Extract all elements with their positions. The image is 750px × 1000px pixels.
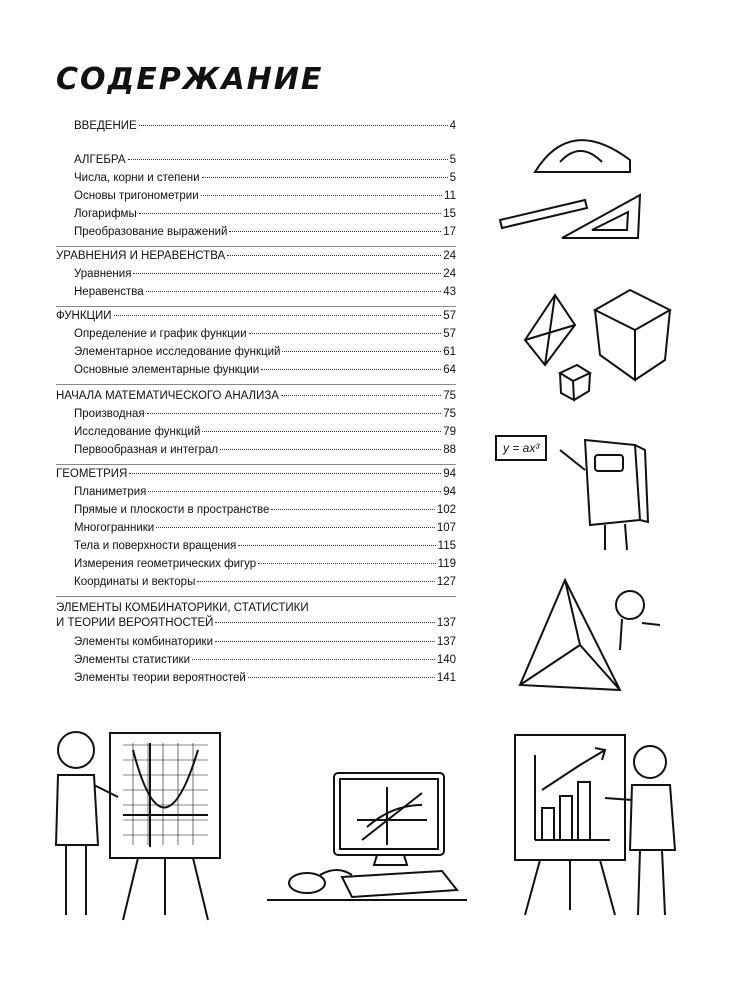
book-legs-icon — [605, 524, 627, 550]
section-divider — [56, 464, 456, 465]
toc-leader-dots — [147, 413, 442, 414]
chart-bar-icon — [560, 796, 572, 840]
toc-leader-dots — [238, 545, 435, 546]
teacher-legs-icon — [638, 850, 665, 915]
toc-entry-label: Прямые и плоскости в пространстве — [74, 504, 270, 516]
toc-entry-label: Основные элементарные функции — [74, 364, 260, 376]
toc-entry-page: 4 — [449, 120, 456, 132]
monitor-stand-icon — [374, 855, 407, 865]
toc-entry[interactable] — [56, 540, 456, 556]
toc-entry-label: Элементарное исследование функций — [74, 346, 281, 358]
easel-legs-icon — [525, 860, 615, 915]
ruler-icon — [500, 200, 587, 228]
toc-leader-dots — [227, 255, 441, 256]
toc-leader-dots — [114, 315, 442, 316]
protractor-and-rulers-illustration — [490, 120, 650, 240]
toc-entry-label: Измерения геометрических фигур — [74, 558, 257, 570]
teacher-head-icon — [58, 732, 94, 768]
toc-entry-page: 43 — [443, 286, 456, 298]
teacher-arm-icon — [94, 785, 118, 797]
toc-entry-page: 137 — [436, 617, 456, 629]
tetrahedron-character-illustration — [510, 575, 670, 695]
easel-board-icon — [110, 733, 220, 858]
mouse-cable-icon — [320, 870, 352, 875]
toc-leader-dots — [248, 677, 435, 678]
toc-entry-label: Основы тригонометрии — [74, 190, 199, 202]
toc-entry-label: Планиметрия — [74, 486, 147, 498]
toc-entry-page: 5 — [449, 154, 456, 166]
toc-entry-page: 94 — [443, 468, 456, 480]
toc-entry-label: Координаты и векторы — [74, 576, 196, 588]
monitor-icon — [334, 773, 444, 855]
toc-entry[interactable] — [56, 444, 456, 460]
small-cube-icon — [560, 365, 590, 400]
section-divider — [56, 384, 456, 385]
toc-entry-label: Определение и график функции — [74, 328, 247, 340]
toc-entry-page: 88 — [443, 444, 456, 456]
toc-entry[interactable] — [56, 654, 456, 670]
toc-leader-dots — [202, 177, 448, 178]
chart-bar-icon — [578, 782, 590, 840]
toc-leader-dots — [192, 659, 435, 660]
toc-entry-label: Уравнения — [74, 268, 132, 280]
toc-entry-page: 11 — [444, 190, 456, 202]
character-body-icon — [620, 619, 660, 650]
section-divider — [56, 306, 456, 307]
toc-leader-dots — [220, 449, 441, 450]
parabola-icon — [133, 750, 198, 808]
toc-entry-label: Элементы комбинаторики — [74, 636, 214, 648]
toc-entry[interactable] — [56, 364, 456, 380]
teacher-woman-with-graph-illustration — [38, 715, 238, 925]
toc-leader-dots — [271, 509, 434, 510]
toc-entry-page: 57 — [443, 328, 456, 340]
toc-entry-page: 5 — [449, 172, 456, 184]
toc-entry-page: 79 — [443, 426, 456, 438]
toc-entry-label: Тела и поверхности вращения — [74, 540, 237, 552]
keyboard-icon — [342, 871, 457, 897]
toc-leader-dots — [215, 641, 435, 642]
toc-entry-label: Первообразная и интеграл — [74, 444, 219, 456]
toc-leader-dots — [148, 491, 441, 492]
teacher-head-icon — [634, 746, 666, 778]
teacher-arm-icon — [605, 798, 632, 800]
easel-legs-icon — [123, 858, 208, 920]
toc-entry[interactable] — [56, 172, 456, 188]
toc-entry-page: 75 — [443, 390, 456, 402]
toc-entry[interactable] — [56, 328, 456, 344]
toc-entry-label: Исследование функций — [74, 426, 201, 438]
toc-entry-label: НАЧАЛА МАТЕМАТИЧЕСКОГО АНАЛИЗА — [56, 390, 279, 402]
toc-entry-page: 119 — [437, 558, 456, 570]
toc-entry-label: Неравенства — [74, 286, 144, 298]
toc-entry-page: 15 — [443, 208, 456, 220]
toc-leader-dots — [156, 527, 435, 528]
toc-entry[interactable] — [56, 522, 456, 538]
page-title: СОДЕРЖАНИЕ — [56, 62, 324, 97]
toc-entry-page: 137 — [436, 636, 456, 648]
toc-entry-page: 57 — [443, 310, 456, 322]
teacher-man-with-chart-illustration — [510, 730, 710, 920]
toc-entry[interactable] — [56, 672, 456, 688]
cube-icon — [595, 290, 670, 380]
toc-entry-label: Элементы статистики — [74, 654, 190, 666]
toc-entry-page: 64 — [443, 364, 456, 376]
formula-card: y = ax³ — [495, 435, 547, 461]
toc-entry[interactable] — [56, 576, 456, 592]
toc-leader-dots — [281, 395, 441, 396]
toc-entry-page: 107 — [436, 522, 456, 534]
protractor-icon — [535, 140, 630, 172]
book-face-icon — [595, 455, 623, 471]
book-icon — [585, 440, 640, 525]
toc-entry[interactable] — [56, 426, 456, 442]
toc-entry-label: Элементы теории вероятностей — [74, 672, 246, 684]
teacher-body-icon — [56, 775, 98, 845]
toc-entry-page: 102 — [436, 504, 456, 516]
toc-entry-page: 141 — [436, 672, 456, 684]
growth-arrow-icon — [542, 748, 605, 790]
toc-entry-label: ФУНКЦИИ — [56, 310, 112, 322]
toc-entry[interactable] — [56, 190, 456, 206]
toc-entry[interactable] — [56, 226, 456, 242]
toc-leader-dots — [229, 231, 441, 232]
toc-entry-combinatorics-cont[interactable] — [56, 617, 456, 633]
toc-leader-dots — [128, 159, 448, 160]
toc-leader-dots — [282, 351, 441, 352]
toc-entry-page: 17 — [443, 226, 456, 238]
screen-icon — [340, 779, 438, 849]
tetrahedron-icon — [520, 580, 620, 690]
toc-entry-label: И ТЕОРИИ ВЕРОЯТНОСТЕЙ — [56, 617, 214, 629]
toc-entry-equations[interactable] — [56, 250, 456, 266]
section-divider — [56, 246, 456, 247]
toc-entry[interactable] — [56, 636, 456, 652]
toc-entry-combinatorics[interactable] — [56, 602, 456, 618]
set-square-hole-icon — [592, 212, 628, 230]
toc-entry-functions[interactable] — [56, 310, 456, 326]
toc-leader-dots — [202, 431, 441, 432]
toc-leader-dots — [139, 125, 448, 126]
toc-entry-page: 127 — [436, 576, 456, 588]
toc-entry-algebra[interactable] — [56, 154, 456, 170]
toc-entry-intro[interactable] — [56, 120, 456, 136]
toc-entry-geometry[interactable] — [56, 468, 456, 484]
toc-entry[interactable] — [56, 286, 456, 302]
toc-entry-label: АЛГЕБРА — [74, 154, 126, 166]
chart-bar-icon — [542, 808, 554, 840]
toc-entry[interactable] — [56, 408, 456, 424]
toc-entry-page: 61 — [443, 346, 456, 358]
toc-entry[interactable] — [56, 208, 456, 224]
screen-graph-icon — [357, 787, 427, 845]
toc-entry-label: ГЕОМЕТРИЯ — [56, 468, 128, 480]
toc-leader-dots — [258, 563, 435, 564]
toc-entry[interactable] — [56, 504, 456, 520]
toc-leader-dots — [133, 273, 441, 274]
toc-leader-dots — [215, 622, 434, 623]
section-divider — [56, 596, 456, 597]
toc-entry-label: УРАВНЕНИЯ И НЕРАВЕНСТВА — [56, 250, 226, 262]
mouse-icon — [289, 873, 325, 893]
toc-entry-label: Производная — [74, 408, 145, 420]
toc-leader-dots — [249, 333, 442, 334]
toc-entry[interactable] — [56, 486, 456, 502]
toc-leader-dots — [261, 369, 441, 370]
polyhedra-illustration — [505, 285, 680, 410]
toc-entry-label: ЭЛЕМЕНТЫ КОМБИНАТОРИКИ, СТАТИСТИКИ — [56, 602, 309, 614]
toc-entry-label: Многогранники — [74, 522, 155, 534]
book-arm-icon — [560, 450, 585, 470]
toc-leader-dots — [197, 581, 434, 582]
protractor-arc-icon — [560, 151, 602, 162]
toc-entry-calculus[interactable] — [56, 390, 456, 406]
toc-entry-page: 115 — [437, 540, 456, 552]
toc-entry-page: 94 — [443, 486, 456, 498]
book-character-illustration — [545, 430, 675, 560]
toc-leader-dots — [129, 473, 441, 474]
toc-entry[interactable] — [56, 268, 456, 284]
toc-entry[interactable] — [56, 346, 456, 362]
toc-entry-page: 24 — [443, 250, 456, 262]
teacher-legs-icon — [66, 845, 86, 915]
toc-entry-page: 75 — [443, 408, 456, 420]
computer-illustration — [262, 765, 472, 910]
toc-entry-page: 140 — [436, 654, 456, 666]
toc-entry-label: ВВЕДЕНИЕ — [74, 120, 137, 132]
character-head-icon — [616, 591, 644, 619]
toc-entry-label: Логарифмы — [74, 208, 137, 220]
toc-entry-label: Числа, корни и степени — [74, 172, 200, 184]
toc-entry-page: 24 — [443, 268, 456, 280]
pyramid-icon — [525, 295, 575, 365]
toc-entry-label: Преобразование выражений — [74, 226, 228, 238]
toc-leader-dots — [201, 195, 442, 196]
toc-leader-dots — [139, 213, 441, 214]
toc-leader-dots — [146, 291, 442, 292]
teacher-body-icon — [630, 785, 675, 850]
toc-entry[interactable] — [56, 558, 456, 574]
